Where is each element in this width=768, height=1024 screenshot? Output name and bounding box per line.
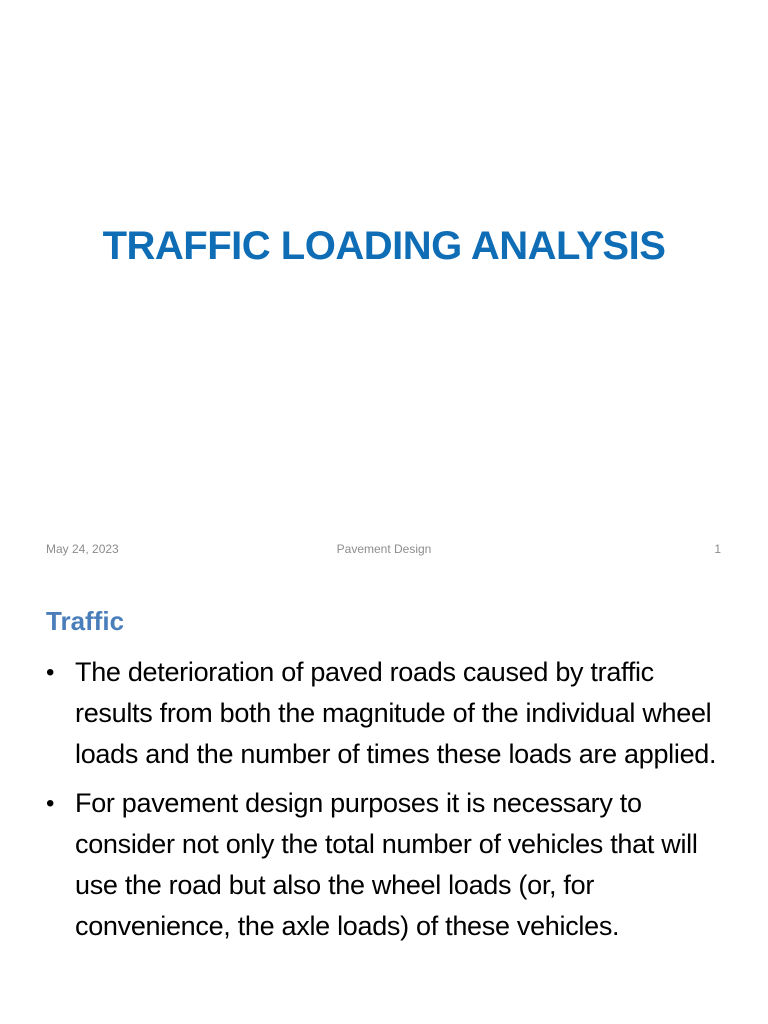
slide-heading: Traffic (46, 606, 125, 636)
bullet-icon: • (46, 659, 55, 686)
footer-page-number: 1 (714, 542, 721, 556)
bullet-text: The deterioration of paved roads caused by traffic results from both the magnitude of the individual wheel loads and the number of times these loads are applied. (75, 657, 717, 769)
slide-title: TRAFFIC LOADING ANALYSIS (102, 224, 666, 268)
bullet-list (46, 652, 726, 955)
footer-title: Pavement Design (336, 542, 432, 556)
bullet-icon: • (46, 790, 55, 817)
bullet-item (46, 652, 726, 775)
footer-date: May 24, 2023 (46, 542, 119, 556)
bullet-item (46, 783, 726, 947)
bullet-text: For pavement design purposes it is necessary to consider not only the total number of vehicles that will use the road but also the wheel loads (or, for convenience, the axle loads) of these vehicles. (75, 788, 698, 941)
content-slide (0, 576, 768, 1024)
